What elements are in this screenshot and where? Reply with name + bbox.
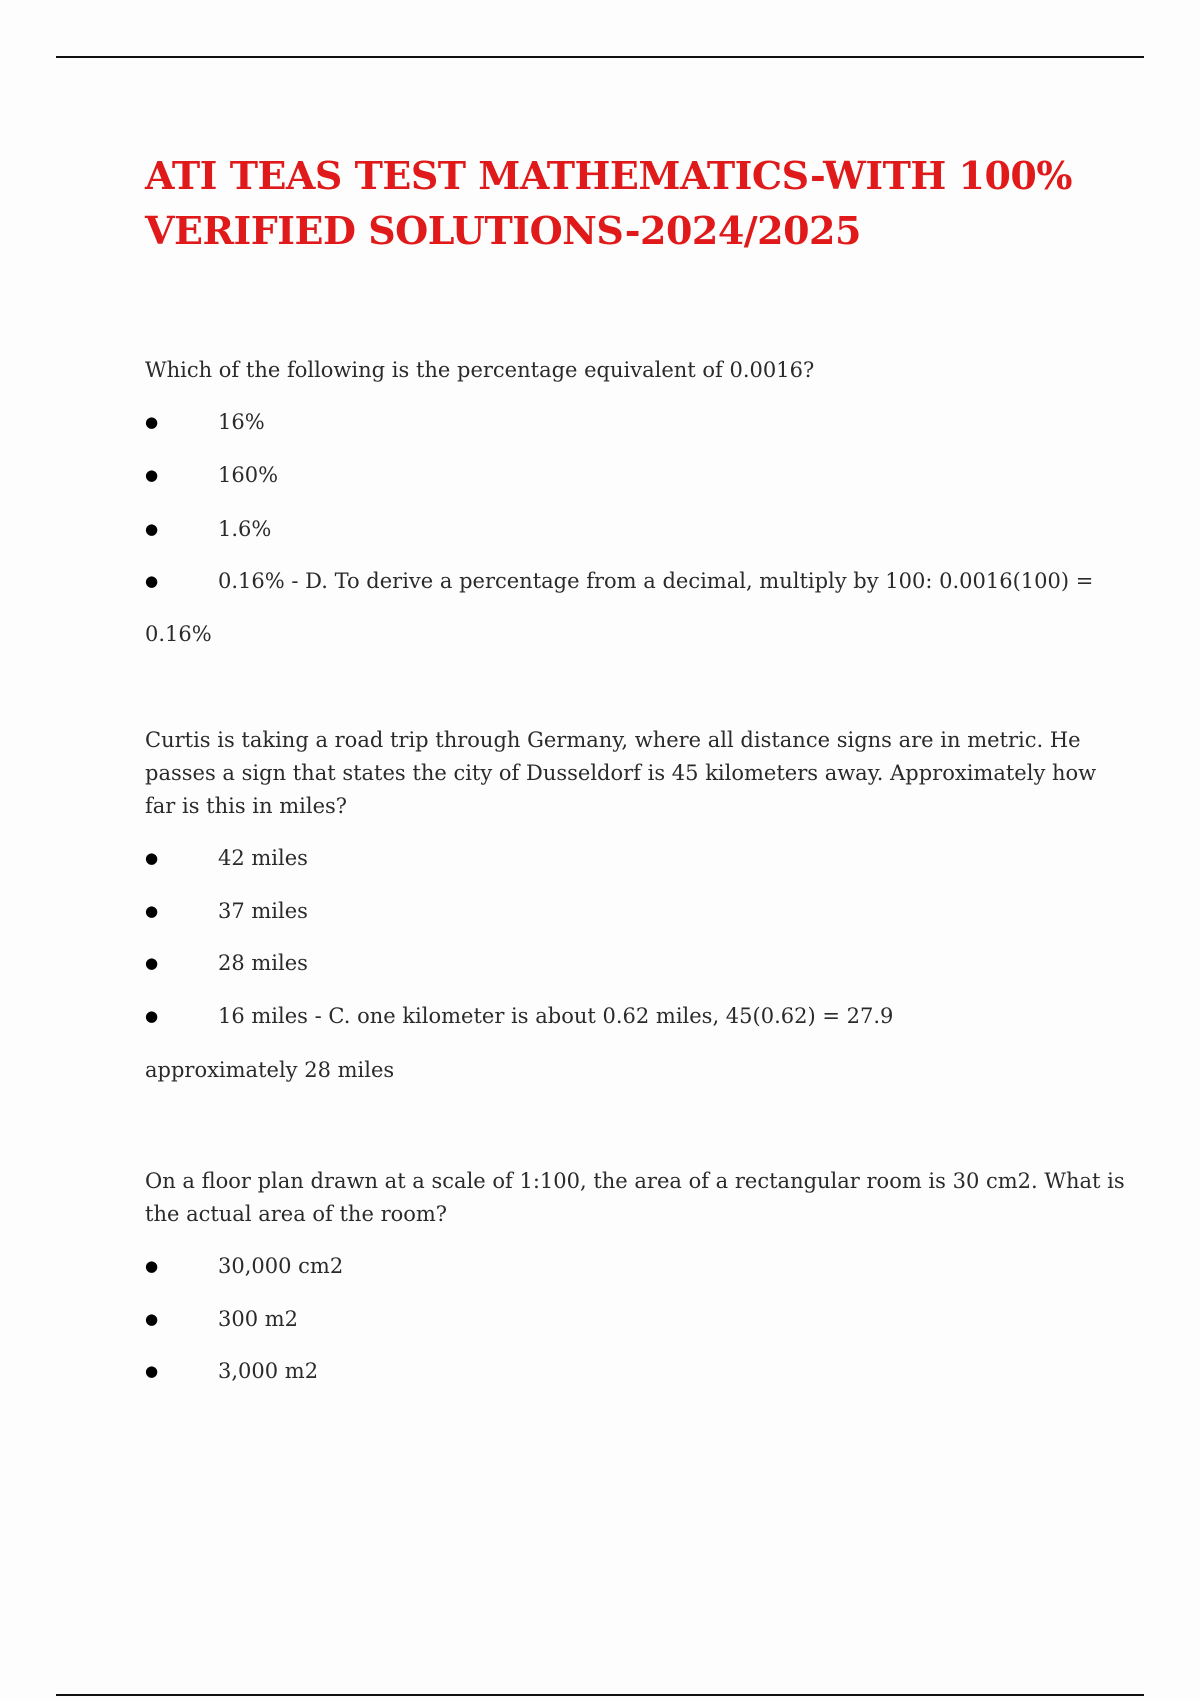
question-2-text-line-2: passes a sign that states the city of Dusseldorf is 45 kilometers away. Approximately how bbox=[145, 761, 1097, 785]
bullet-icon: ● bbox=[145, 1007, 159, 1025]
question-3-text-line-2: the actual area of the room? bbox=[145, 1202, 448, 1226]
bullet-icon: ● bbox=[145, 954, 159, 972]
question-1-text: Which of the following is the percentage equivalent of 0.0016? bbox=[145, 358, 815, 382]
option-label: 160% bbox=[218, 463, 279, 487]
bullet-icon: ● bbox=[145, 1310, 159, 1328]
option-label: 3,000 m2 bbox=[218, 1359, 319, 1383]
option-label: 37 miles bbox=[218, 899, 308, 923]
option-label: 30,000 cm2 bbox=[218, 1254, 344, 1278]
option-label: 1.6% bbox=[218, 517, 272, 541]
option-label: 16 miles - C. one kilometer is about 0.62 miles, 45(0.62) = 27.9 bbox=[218, 1004, 894, 1028]
title-line-2: VERIFIED SOLUTIONS-2024/2025 bbox=[145, 208, 861, 253]
question-3-text-line-1: On a floor plan drawn at a scale of 1:100, the area of a rectangular room is 30 cm2. What is bbox=[145, 1169, 1125, 1193]
title-line-1: ATI TEAS TEST MATHEMATICS-WITH 100% bbox=[145, 153, 1072, 198]
option-label: 16% bbox=[218, 410, 265, 434]
bullet-icon: ● bbox=[145, 1362, 159, 1380]
option-label: 0.16% - D. To derive a percentage from a decimal, multiply by 100: 0.0016(100) = bbox=[218, 569, 1094, 593]
bullet-icon: ● bbox=[145, 572, 159, 590]
option-label: 28 miles bbox=[218, 951, 308, 975]
option-label: 42 miles bbox=[218, 846, 308, 870]
question-2-text-line-1: Curtis is taking a road trip through Germany, where all distance signs are in metric. He bbox=[145, 728, 1081, 752]
option-label: 300 m2 bbox=[218, 1307, 299, 1331]
page-title bbox=[145, 148, 1072, 258]
question-2-text-line-3: far is this in miles? bbox=[145, 794, 348, 818]
question-2-answer-continuation: approximately 28 miles bbox=[145, 1058, 395, 1082]
bullet-icon: ● bbox=[145, 1257, 159, 1275]
question-1-answer-continuation: 0.16% bbox=[145, 622, 212, 646]
bullet-icon: ● bbox=[145, 520, 159, 538]
bullet-icon: ● bbox=[145, 902, 159, 920]
bullet-icon: ● bbox=[145, 413, 159, 431]
bullet-icon: ● bbox=[145, 849, 159, 867]
top-rule bbox=[56, 56, 1144, 58]
bullet-icon: ● bbox=[145, 466, 159, 484]
bottom-rule bbox=[56, 1694, 1144, 1696]
